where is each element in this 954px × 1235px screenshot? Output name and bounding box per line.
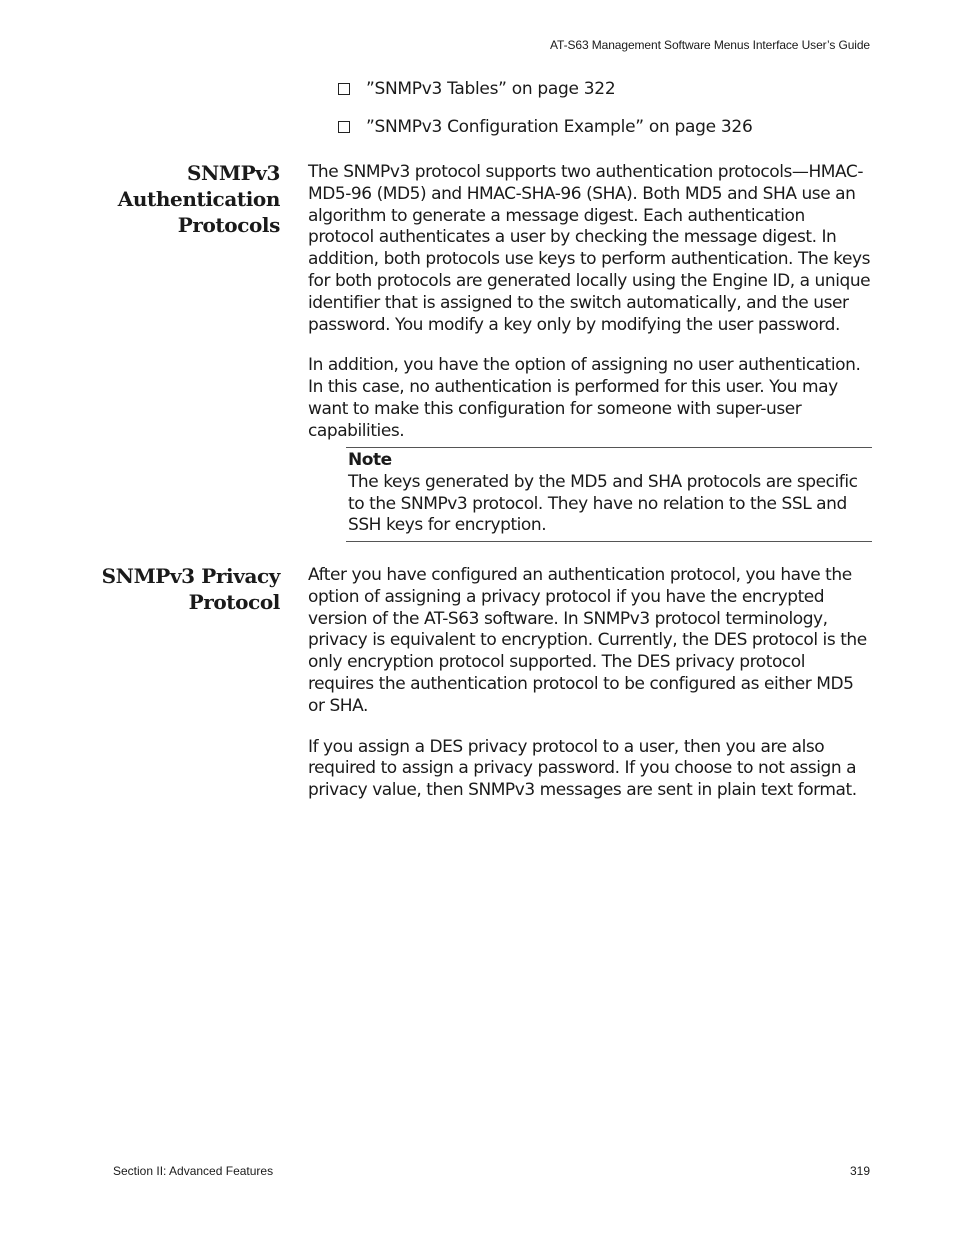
heading-line: Protocol (188, 590, 280, 614)
list-item (336, 78, 876, 100)
section-body-authentication (308, 162, 872, 462)
footer-section: Section II: Advanced Features (113, 1164, 274, 1178)
section-heading-privacy (102, 563, 280, 615)
heading-line: SNMPv3 Privacy (101, 564, 280, 588)
section-heading-authentication (118, 160, 280, 238)
note-box (346, 447, 872, 542)
heading-line: Protocols (177, 213, 280, 237)
heading-line: SNMPv3 (186, 161, 280, 185)
list-item-text: ”SNMPv3 Configuration Example” on page 326 (366, 117, 753, 137)
paragraph: After you have configured an authentication protocol, you have the option of assigning a privacy protocol if you have the encrypted version of the AT-S63 software. In SNMPv3 protocol terminology, privacy is equivalent to encryption. Currently, the DES protocol is the only encryption protocol supported. The DES privacy protocol requires the authentication protocol to be configured as either MD5 or SHA. (308, 565, 867, 716)
paragraph: If you assign a DES privacy protocol to a user, then you are also required to assign a privacy password. If you choose to not assign a privacy value, then SNMPv3 messages are sent in plain text format. (308, 736, 857, 801)
heading-line: Authentication (117, 187, 280, 211)
running-header: AT-S63 Management Software Menus Interface User’s Guide (550, 38, 870, 52)
section-body-privacy (308, 565, 872, 821)
paragraph: The SNMPv3 protocol supports two authentication protocols—HMAC-MD5-96 (MD5) and HMAC-SHA-96 (SHA). Both MD5 and SHA use an algorithm to generate a message digest. Each authentication protocol authenticates a user by checking the message digest. In addition, both protocols use keys to perform authentication. The keys for both protocols are generated locally using the Engine ID, a unique identifier that is assigned to the switch automatically, and the user password. You modify a key only by modifying the user password. (308, 162, 871, 335)
checkbox-bullet-icon (338, 121, 350, 133)
list-item-text: ”SNMPv3 Tables” on page 322 (366, 79, 616, 99)
checkbox-bullet-icon (338, 83, 350, 95)
page-number: 319 (849, 1164, 870, 1178)
note-title: Note (348, 450, 392, 470)
paragraph: In addition, you have the option of assigning no user authentication. In this case, no authentication is performed for this user. You may want to make this configuration for someone with super-user capabilities. (308, 355, 861, 441)
note-text: The keys generated by the MD5 and SHA protocols are specific to the SNMPv3 protocol. They have no relation to the SSL and SSH keys for encryption. (348, 471, 858, 536)
list-item (336, 116, 876, 138)
cross-reference-list (336, 78, 876, 154)
